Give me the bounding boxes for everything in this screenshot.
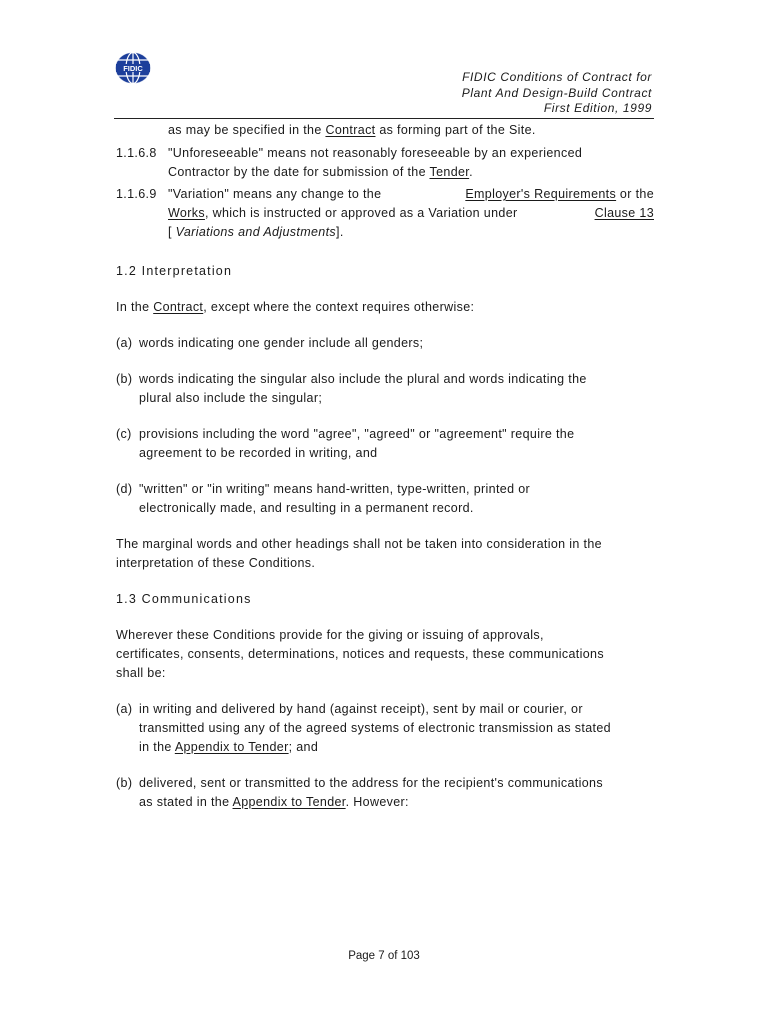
header-divider <box>114 118 654 119</box>
comm-item-a <box>116 700 654 757</box>
appendix-to-tender-link[interactable]: Appendix to Tender <box>174 740 289 754</box>
header-line-1: FIDIC Conditions of Contract for <box>462 70 652 84</box>
list-text-continued: electronically made, and resulting in a permanent record. <box>139 501 474 515</box>
communications-intro <box>116 626 654 683</box>
list-text: words indicating the singular also include the plural and words indicating the <box>139 372 587 386</box>
clause-1168-line-2 <box>168 163 654 182</box>
tender-link[interactable]: Tender <box>429 165 470 179</box>
continuation-text-end: as forming part of the Site. <box>375 123 536 137</box>
logo-text: FIDIC <box>123 64 143 73</box>
list-label: (b) <box>116 372 133 386</box>
header-line-2: Plant And Design-Build Contract <box>461 85 652 100</box>
comm-intro-line-2: certificates, consents, determinations, notices and requests, these communications <box>116 647 604 661</box>
document-header <box>462 70 652 117</box>
list-text: "written" or "in writing" means hand-written, type-written, printed or <box>139 482 531 496</box>
as-stated-text: as stated in the <box>139 795 233 809</box>
section-heading-communications: 1.3 Communications <box>116 592 252 606</box>
clause-1168-period: . <box>469 165 473 179</box>
clause-1168-line-1: "Unforeseeable" means not reasonably foreseeable by an experienced <box>168 146 583 160</box>
clause-1169-line-1 <box>168 185 654 204</box>
contract-link[interactable]: Contract <box>325 123 376 137</box>
interpretation-intro <box>116 298 654 317</box>
clause-1168-text: Contractor by the date for submission of the <box>168 165 430 179</box>
clause-1169-or-the: or the <box>616 187 654 201</box>
list-item-d <box>116 480 654 518</box>
bracket-open: [ <box>168 225 176 239</box>
interpretation-closing <box>116 535 654 573</box>
clause-1169-line-2 <box>168 204 654 223</box>
clause-number-1169: 1.1.6.9 <box>116 187 157 201</box>
bracket-close: ]. <box>336 225 344 239</box>
list-label: (c) <box>116 427 132 441</box>
closing-line-1: The marginal words and other headings shall not be taken into consideration in the <box>116 537 602 551</box>
list-label: (d) <box>116 482 133 496</box>
list-text-continued: plural also include the singular; <box>139 391 323 405</box>
comm-intro-line-1: Wherever these Conditions provide for the giving or issuing of approvals, <box>116 628 544 642</box>
list-label: (a) <box>116 702 133 716</box>
fidic-logo-icon <box>114 51 152 85</box>
intro-text: In the <box>116 300 154 314</box>
list-text: words indicating one gender include all genders; <box>139 336 424 350</box>
list-text-continued: transmitted using any of the agreed systems of electronic transmission as stated <box>139 721 611 735</box>
clause-1169-line-3 <box>168 223 654 242</box>
appendix-to-tender-link-2[interactable]: Appendix to Tender <box>232 795 346 809</box>
list-label: (a) <box>116 336 133 350</box>
list-item-b <box>116 370 654 408</box>
list-text: delivered, sent or transmitted to the address for the recipient's communications <box>139 776 603 790</box>
and-text: ; and <box>288 740 319 754</box>
clause-13-link[interactable]: Clause 13 <box>594 206 654 220</box>
comm-intro-line-3: shall be: <box>116 666 166 680</box>
clause-1169-text: "Variation" means any change to the <box>168 187 382 201</box>
clause-number-1168: 1.1.6.8 <box>116 146 157 160</box>
list-text: in writing and delivered by hand (against receipt), sent by mail or courier, or <box>139 702 583 716</box>
continuation-text: as may be specified in the <box>168 123 326 137</box>
employers-requirements-link[interactable]: Employer's Requirements <box>465 187 617 201</box>
works-link[interactable]: Works <box>168 206 205 220</box>
in-the-text: in the <box>139 740 175 754</box>
list-text: provisions including the word "agree", "agreed" or "agreement" require the <box>139 427 575 441</box>
contract-link-2[interactable]: Contract <box>153 300 204 314</box>
intro-text-end: , except where the context requires otherwise: <box>203 300 475 314</box>
list-label: (b) <box>116 776 133 790</box>
section-heading-interpretation: 1.2 Interpretation <box>116 264 233 278</box>
however-text: . However: <box>345 795 409 809</box>
list-text-continued-2 <box>116 738 654 757</box>
page-number: Page 7 of 103 <box>348 950 420 962</box>
list-item-a <box>116 334 654 353</box>
clause-1169-mid-text: , which is instructed or approved as a Variation under <box>204 206 518 220</box>
continuation-line <box>168 121 654 140</box>
closing-line-2: interpretation of these Conditions. <box>116 556 316 570</box>
list-text-continued <box>116 793 654 812</box>
comm-item-b <box>116 774 654 812</box>
header-line-3: First Edition, 1999 <box>543 101 652 115</box>
variations-reference: Variations and Adjustments <box>175 225 336 239</box>
list-item-c <box>116 425 654 463</box>
list-text-continued: agreement to be recorded in writing, and <box>139 446 378 460</box>
